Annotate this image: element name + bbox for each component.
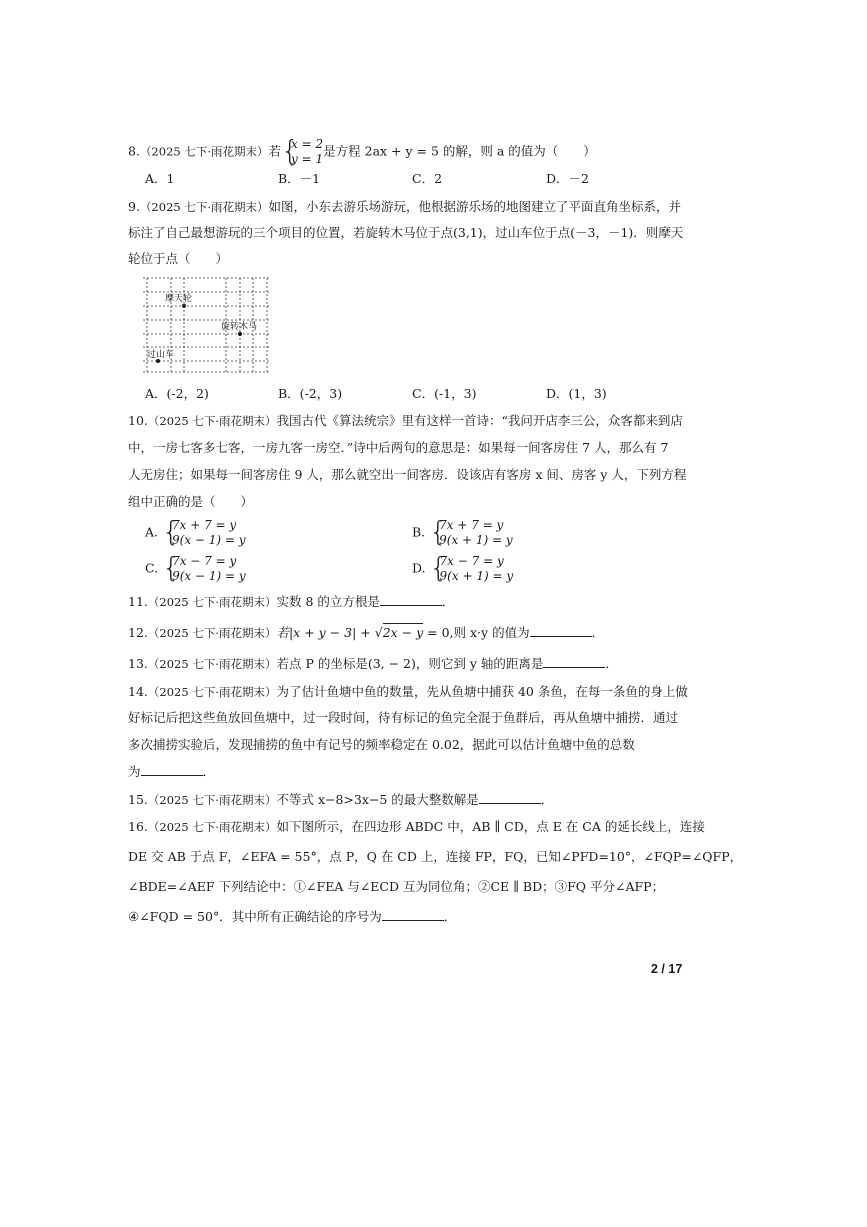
question-source: （2025 七下·雨花期末） [147,626,277,640]
q9-option-a: A．(-2，2) [145,386,209,401]
question-14-line4 [128,763,215,781]
question-text: 如图，小东去游乐场游玩，他根据游乐场的地图建立了平面直角坐标系，并 [268,199,682,214]
system-row: 7x + 7 = y [172,518,237,532]
option-label: C. [145,560,159,576]
question-number: 11. [128,594,148,609]
question-text: = 0,则 x·y 的值为 [423,625,530,640]
system-row: 9(x − 1) = y [172,533,246,547]
question-text: 是方程 2ax + y = 5 的解，则 a 的值为（ ） [323,143,596,159]
ferris-wheel-point [182,304,186,308]
question-source: （2025 七下·雨花期末） [139,144,269,159]
question-10-line3: 人无房住；如果每一间客房住 9 人，那么就空出一间客房．设该店有客房 x 间、房客 y 人，下列方程 [128,467,687,482]
question-12 [128,624,604,642]
question-end: ． [591,625,605,640]
question-end: ． [540,792,554,807]
system-row: 7x − 7 = y [172,554,237,568]
q10-option-d [412,551,514,584]
question-number: 16. [128,819,148,834]
question-text: 若|x + y − 3| + [276,625,375,640]
question-text: 为了估计鱼塘中鱼的数量，先从鱼塘中捕获 40 条鱼，在每一条鱼的身上做 [276,684,688,699]
answer-blank[interactable] [479,791,541,804]
equation-system [429,551,514,584]
option-label: A. [145,524,159,540]
q8-option-d: D．－2 [546,171,589,186]
question-15 [128,791,553,809]
question-source: （2025 七下·雨花期末） [147,793,277,807]
system-row: y = 1 [291,152,324,166]
question-text: 为 [128,764,141,779]
question-text: ④∠FQD = 50°．其中所有正确结论的序号为 [128,909,382,924]
question-number: 15. [128,792,148,807]
question-text: 若点 P 的坐标是(3, − 2)，则它到 y 轴的距离是 [276,656,544,671]
question-text: 我国古代《算法统宗》里有这样一首诗：“我问开店李三公，众客都来到店 [276,413,683,428]
question-16-line2: DE 交 AB 于点 F，∠EFA = 55°，点 P，Q 在 CD 上，连接 FP，FQ，已知∠PFD=10°，∠FQP=∠QFP， [128,849,743,864]
equation-system [162,551,246,584]
question-source: （2025 七下·雨花期末） [147,685,277,699]
question-number: 13. [128,656,148,671]
question-source: （2025 七下·雨花期末） [147,595,277,609]
question-9-line2: 标注了自己最想游玩的三个项目的位置，若旋转木马位于点(3,1)，过山车位于点(－3，－1)．则摩天 [128,225,684,240]
sqrt-icon: √ [374,625,383,640]
equation-system [429,515,513,548]
system-row: 7x − 7 = y [439,554,504,568]
question-text: 若 [268,143,282,159]
system-row: 9(x + 1) = y [439,569,514,583]
q10-option-a [145,515,246,548]
question-16-line3: ∠BDE=∠AEF 下列结论中：①∠FEA 与∠ECD 互为同位角；②CE ∥ BD；③FQ 平分∠AFP； [128,879,665,894]
page-number: 2 / 17 [651,962,683,976]
question-number: 8. [128,143,140,159]
option-label: D. [412,560,426,576]
q8-option-a: A．1 [145,171,175,186]
option-label: B. [412,524,426,540]
question-13 [128,655,618,673]
question-source: （2025 七下·雨花期末） [147,820,277,834]
system-row: 7x + 7 = y [439,518,504,532]
question-end: ． [441,594,455,609]
q9-option-b: B．(-2，3) [278,386,343,401]
q9-option-c: C．(-1，3) [412,386,477,401]
carousel-label: 旋转木马 [221,322,258,332]
system-row: 9(x − 1) = y [172,569,246,583]
question-source: （2025 七下·雨花期末） [147,657,277,671]
question-14-line1 [128,683,688,701]
question-text: 不等式 x−8>3x−5 的最大整数解是 [276,792,479,807]
answer-blank[interactable] [543,655,605,668]
question-10-line1 [128,412,683,430]
system-row: 9(x + 1) = y [439,533,513,547]
roller-coaster-label: 过山车 [147,350,175,360]
equation-system [281,134,324,167]
answer-blank[interactable] [380,593,442,606]
q9-option-d: D．(1，3) [546,386,607,401]
question-text: 如下图所示，在四边形 ABDC 中，AB ∥ CD，点 E 在 CA 的延长线上，连接 [276,819,705,834]
system-row: x = 2 [291,137,324,151]
question-10-line2: 中，一房七客多七客，一房九客一房空．”诗中后两句的意思是：如果每一间客房住 7 人，那么有 7 [128,440,669,455]
question-9-line1 [128,198,681,216]
question-end: ． [605,656,618,671]
answer-blank[interactable] [141,763,203,776]
question-10-line4: 组中正确的是（ ） [128,494,254,509]
question-16-line1 [128,818,705,836]
equation-system [162,515,246,548]
answer-blank[interactable] [382,908,444,921]
q8-option-b: B．－1 [278,171,321,186]
q10-option-c [145,551,246,584]
question-source: （2025 七下·雨花期末） [147,414,277,428]
answer-blank[interactable] [530,624,592,637]
q10-option-b [412,515,513,548]
brace-icon: { [429,515,447,548]
question-number: 12. [128,625,148,640]
brace-icon: { [281,134,299,167]
question-number: 14. [128,684,148,699]
brace-icon: { [162,515,180,548]
carousel-point [238,332,242,336]
question-number: 10. [128,413,148,428]
question-14-line2: 好标记后把这些鱼放回鱼塘中，过一段时间，待有标记的鱼完全混于鱼群后，再从鱼塘中捕捞．通过 [128,710,679,725]
amusement-park-map [143,275,269,375]
question-source: （2025 七下·雨花期末） [139,200,269,214]
question-end: ． [443,909,457,924]
question-9-line3: 轮位于点（ ） [128,251,229,266]
ferris-wheel-label: 摩天轮 [165,294,193,304]
question-16-line4 [128,908,456,926]
question-14-line3: 多次捕捞实验后，发现捕捞的鱼中有记号的频率稳定在 0.02，据此可以估计鱼塘中鱼的总数 [128,737,635,752]
question-8 [128,134,596,167]
radicand: 2x − y [382,625,424,640]
question-text: 实数 8 的立方根是 [276,594,380,609]
q8-option-c: C．2 [412,171,443,186]
question-11 [128,593,454,611]
brace-icon: { [162,551,180,584]
question-end: ． [202,764,216,779]
brace-icon: { [429,551,448,584]
question-number: 9. [128,199,140,214]
